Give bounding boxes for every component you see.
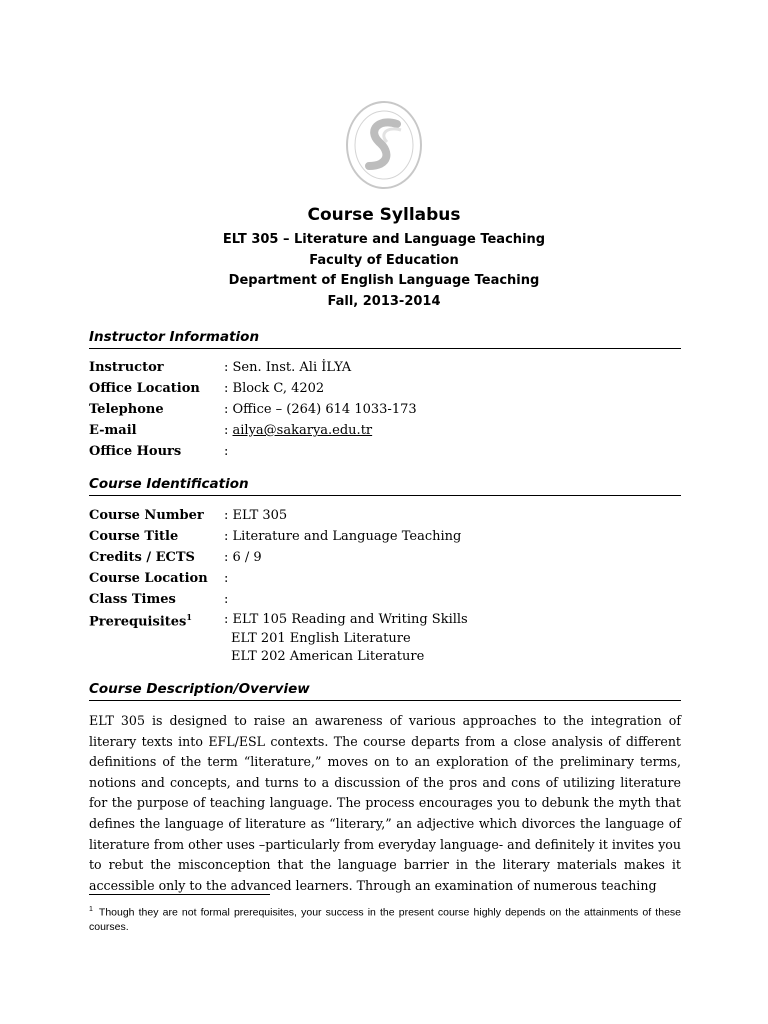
course-description-text: ELT 305 is designed to raise an awareness of various approaches to the integration of literary texts into EFL/ESL contexts. The course departs from a close analysis of different definitions of the term “literature,” moves on to an exploration of the preliminary terms, notions and concepts, and turns to a discussion of the pros and cons of utilizing literature for the purpose of teaching language. The process encourages you to debunk the myth that defines the language of literature as “literary,” an adjective which divorces the language of literature from other uses –particularly from everyday language- and definitely it invites you to rebut the misconception that the language barrier in the literary materials makes it accessible only to the advanced learners. Through an examination of numerous teaching: [89, 713, 681, 893]
faculty-heading: Faculty of Education: [309, 253, 459, 268]
row-label: E-mail: [89, 423, 137, 438]
document-title: Course Syllabus: [307, 205, 461, 225]
instructor-info-heading: Instructor Information: [89, 329, 681, 349]
row-label: Course Number: [89, 508, 204, 523]
term-heading: Fall, 2013-2014: [327, 294, 441, 309]
course-identification-heading: Course Identification: [89, 476, 681, 496]
row-label: Instructor: [89, 360, 164, 375]
email-link[interactable]: ailya@sakarya.edu.tr: [232, 423, 373, 438]
row-label: Telephone: [89, 402, 164, 417]
course-heading: ELT 305 – Literature and Language Teaching: [222, 232, 546, 247]
course-description-heading: Course Description/Overview: [89, 681, 681, 701]
university-seal-logo: [345, 100, 423, 190]
row-value: : ELT 105 Reading and Writing Skills: [224, 612, 468, 627]
row-value: [224, 423, 372, 438]
row-label: Office Hours: [89, 444, 182, 459]
row-label: Class Times: [89, 592, 176, 607]
row-label: Office Location: [89, 381, 200, 396]
row-value: : Literature and Language Teaching: [224, 529, 462, 544]
row-value: : Sen. Inst. Ali İLYA: [224, 360, 352, 375]
row-value: :: [224, 592, 229, 607]
footnote-number: 1: [89, 906, 93, 913]
row-value: : 6 / 9: [224, 550, 262, 565]
footnote-mark: 1: [186, 612, 192, 622]
row-label: Course Location: [89, 571, 208, 586]
email-colon: :: [224, 423, 233, 438]
row-label: Course Title: [89, 529, 179, 544]
row-label: [89, 612, 224, 629]
row-value: : Block C, 4202: [224, 381, 325, 396]
footnote: [89, 903, 681, 934]
row-value: :: [224, 571, 229, 586]
footnote-separator: [89, 894, 270, 895]
prerequisites-label: Prerequisites: [89, 614, 187, 630]
prerequisite-text: ELT 201 English Literature: [231, 631, 411, 646]
prerequisite-text: ELT 202 American Literature: [231, 649, 425, 664]
row-value: : Office – (264) 614 1033-173: [224, 402, 417, 417]
row-value: : ELT 305: [224, 508, 288, 523]
footnote-text: Though they are not formal prerequisites, your success in the present course highly depends on the attainments of these courses.: [89, 906, 681, 933]
row-value: :: [224, 444, 229, 459]
row-label: Credits / ECTS: [89, 550, 195, 565]
department-heading: Department of English Language Teaching: [228, 273, 540, 288]
